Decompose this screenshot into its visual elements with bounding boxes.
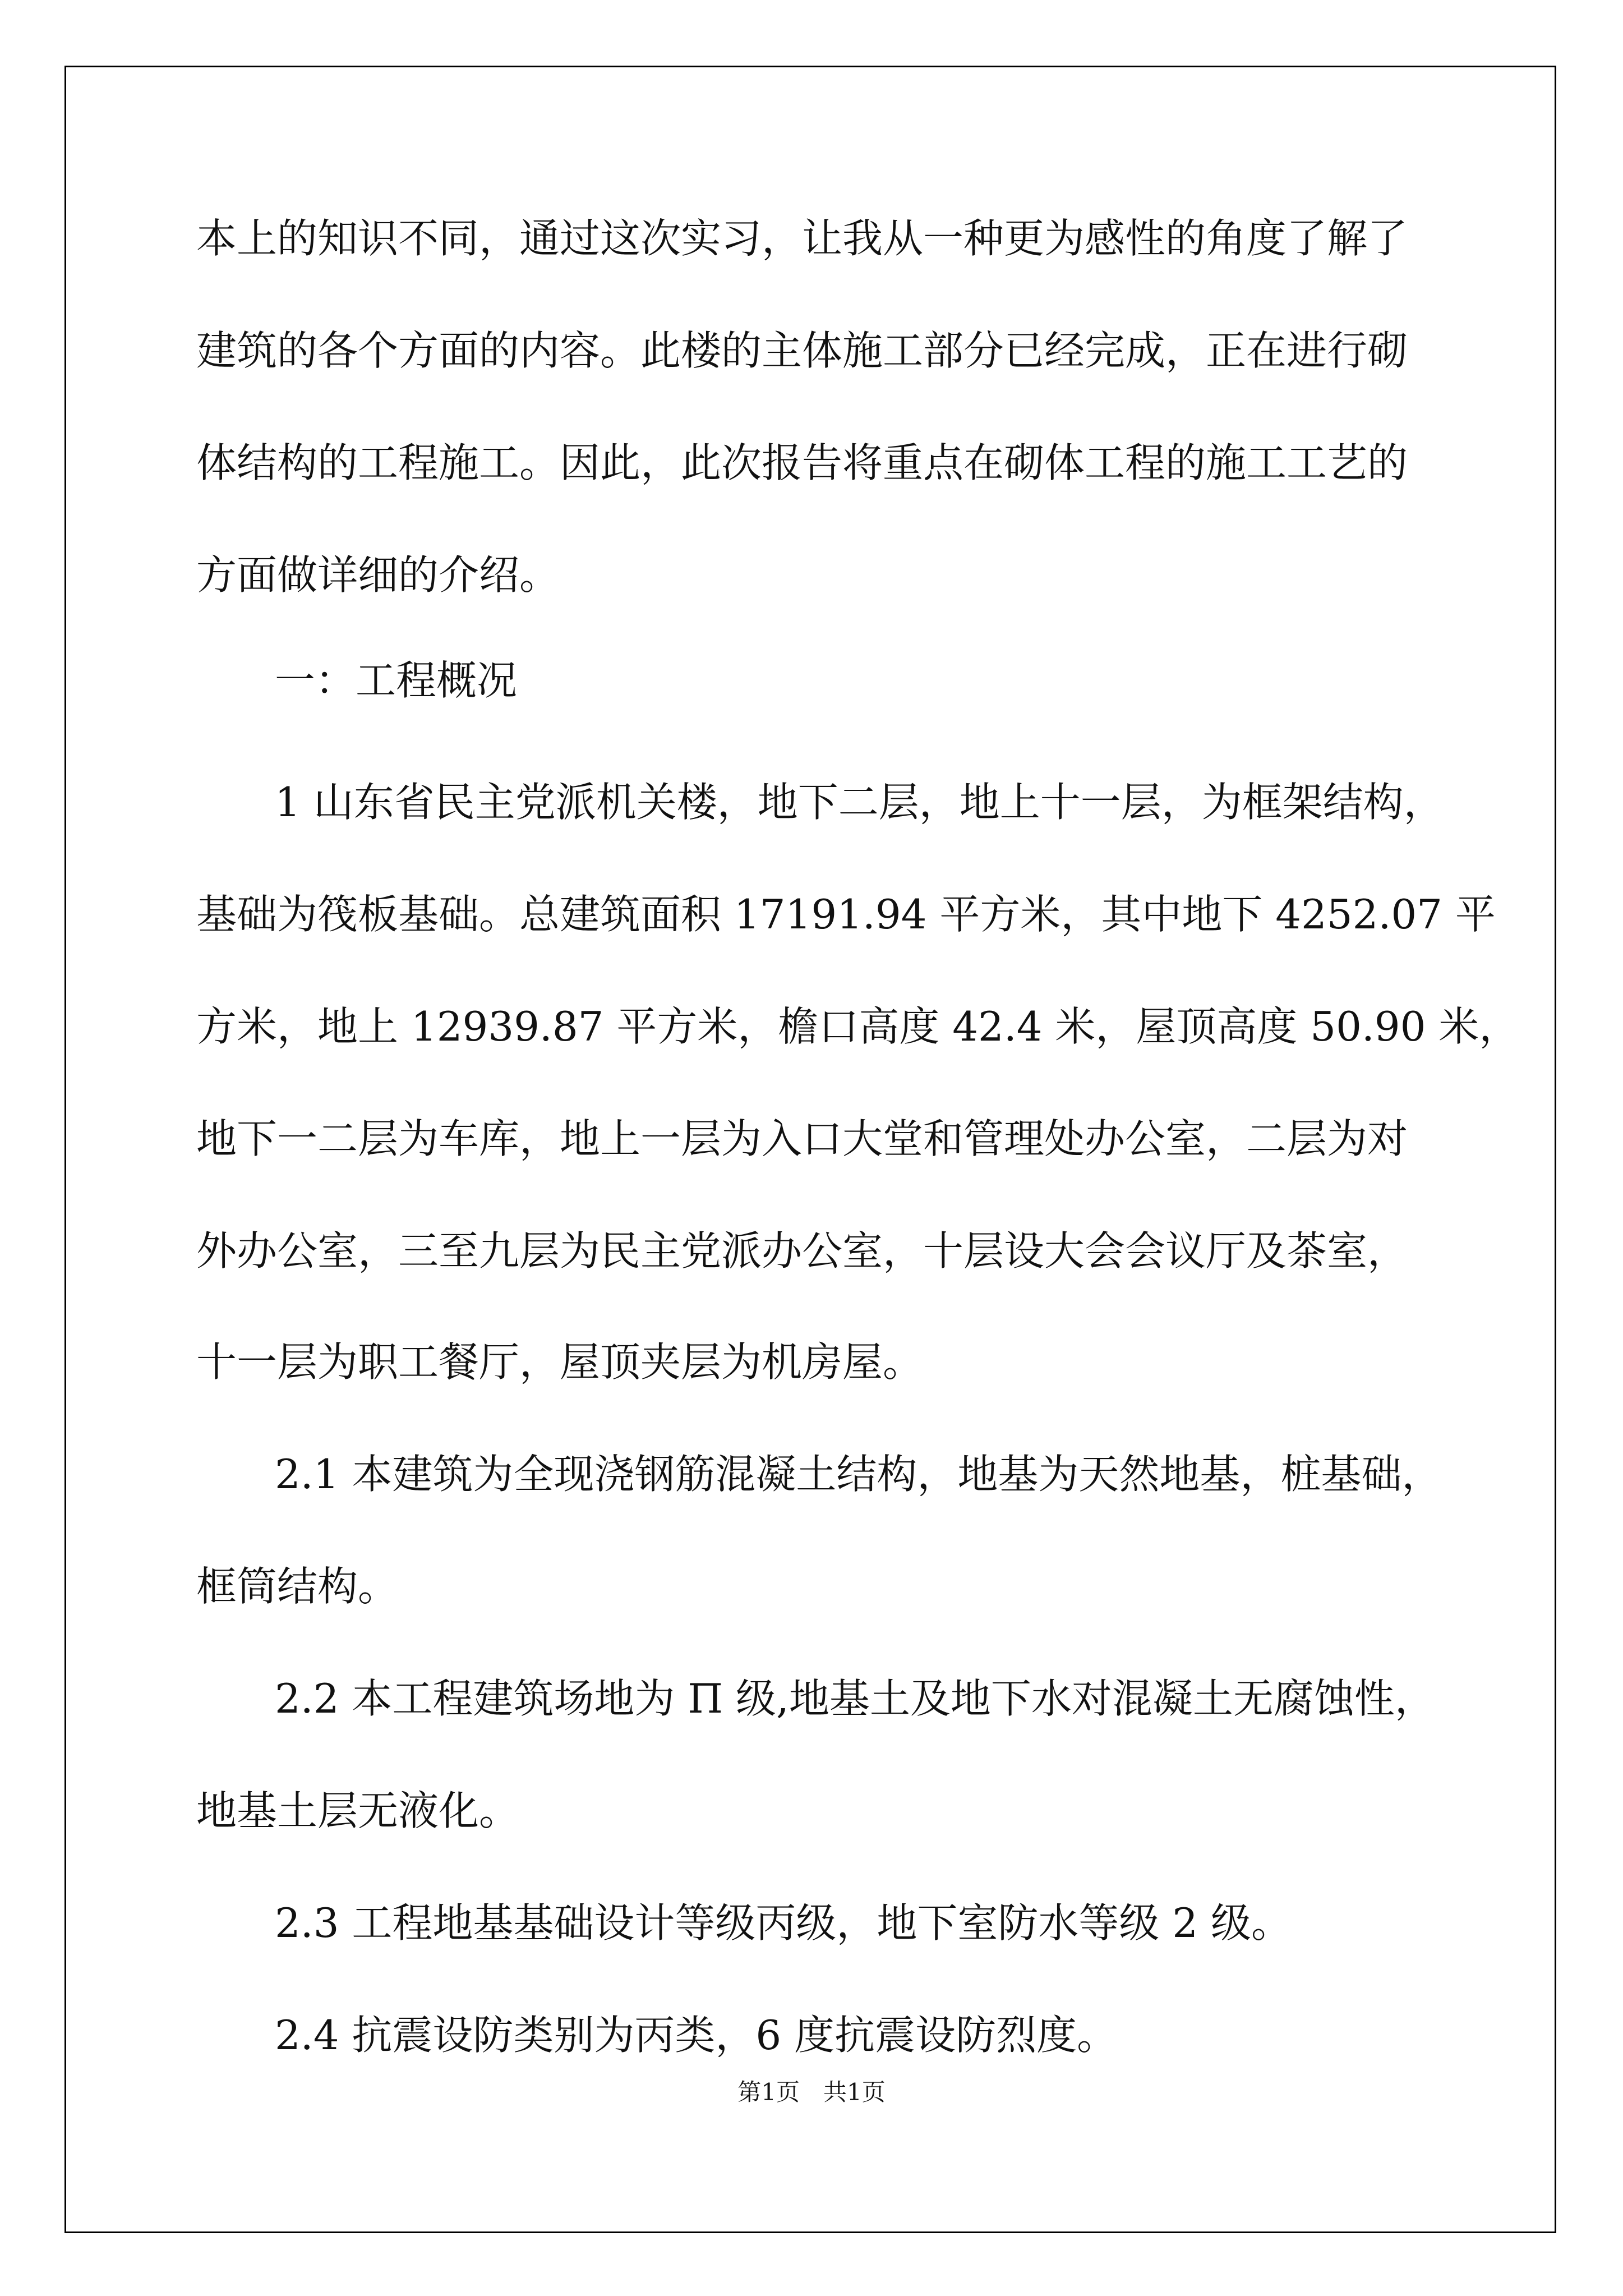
text-line: 2.3 工程地基基础设计等级丙级，地下室防水等级 2 级。 [275, 1899, 1292, 1947]
text-line: 地下一二层为车库，地上一层为入口大堂和管理处办公室，二层为对 [196, 1115, 1408, 1162]
section-heading: 一：工程概况 [275, 657, 518, 704]
text-line: 基础为筏板基础。总建筑面积 17191.94 平方米，其中地下 4252.07 平 [196, 891, 1496, 938]
page-footer: 第1页 共1页 [737, 2078, 886, 2106]
text-line: 外办公室，三至九层为民主党派办公室，十层设大会会议厅及茶室， [196, 1227, 1408, 1274]
text-line: 2.2 本工程建筑场地为 П 级,地基土及地下水对混凝土无腐蚀性， [275, 1675, 1435, 1722]
text-line: 十一层为职工餐厅，屋顶夹层为机房屋。 [196, 1338, 924, 1386]
text-line: 体结构的工程施工。因此，此次报告将重点在砌体工程的施工工艺的 [196, 439, 1408, 486]
text-line: 建筑的各个方面的内容。此楼的主体施工部分已经完成，正在进行砌 [196, 327, 1408, 374]
text-line: 方米，地上 12939.87 平方米，檐口高度 42.4 米，屋顶高度 50.90 米， [196, 1003, 1520, 1050]
text-line: 2.1 本建筑为全现浇钢筋混凝土结构，地基为天然地基，桩基础， [275, 1451, 1442, 1498]
text-line: 框筒结构。 [196, 1563, 399, 1610]
text-line: 地基土层无液化。 [196, 1787, 520, 1834]
text-line: 1 山东省民主党派机关楼，地下二层，地上十一层，为框架结构， [275, 779, 1444, 826]
text-line: 方面做详细的介绍。 [196, 551, 560, 599]
text-line: 本上的知识不同，通过这次实习，让我从一种更为感性的角度了解了 [196, 215, 1408, 262]
text-line: 2.4 抗震设防类别为丙类，6 度抗震设防烈度。 [275, 2012, 1118, 2059]
